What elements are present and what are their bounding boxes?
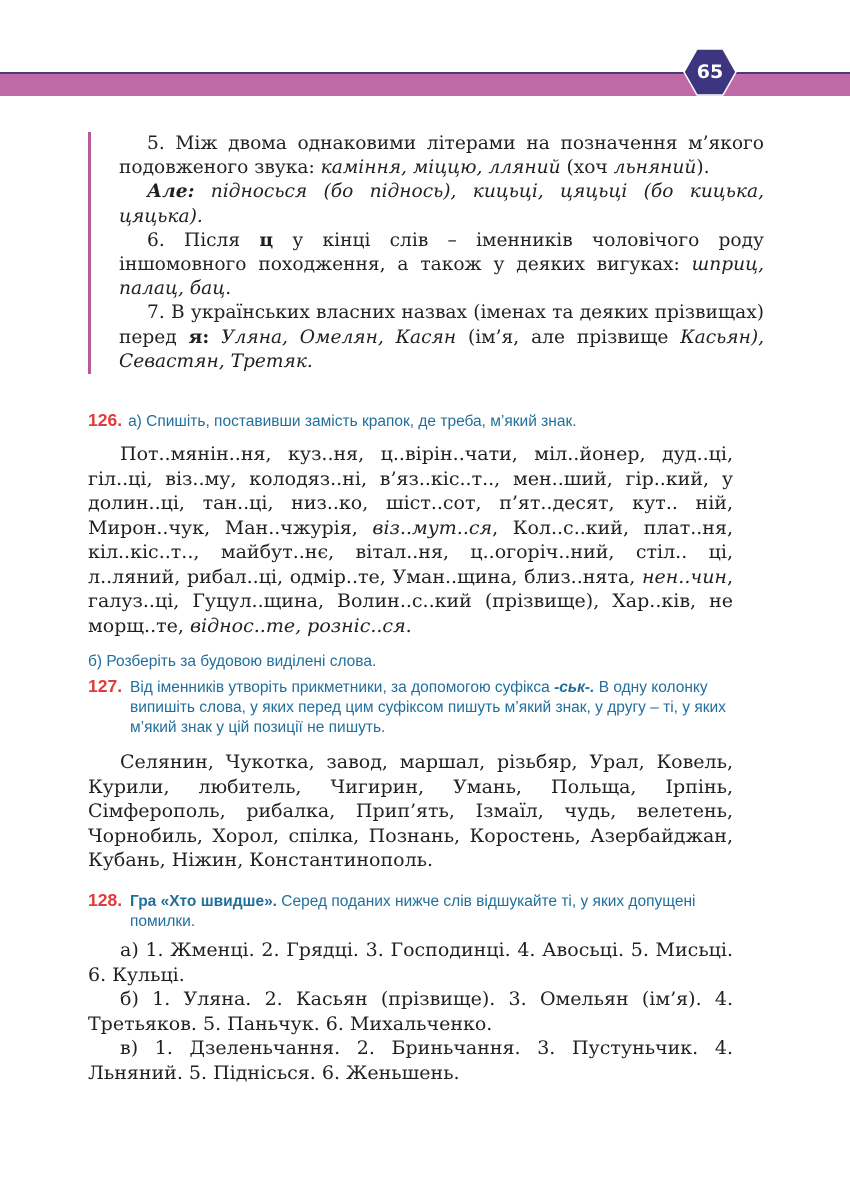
exercise-127-task: 127. Від іменників утворіть прикметники, за допомогою суфікса -ськ-. В одну колонку випишіть слова, у яких перед цим суфіксом пишуть м’який знак, у другу – ті, у яких м’який знак у цій позиції не пишуть. xyxy=(88,676,726,736)
exercise-126-text: Пот..мянін..ня, куз..ня, ц..вірін..чати, міл..йонер, дуд..ці, гіл..ці, віз..му, колодяз..ні, в’яз..кіс..т.., мен..ший, гір..кий, у долин..ці, тан..ці, низ..ко, шіст..сот, п’ят..десят, кут.. ній, Мирон..чук, Ман..чжурія, віз..мут..ся, Кол..с..кий, плат..ня, кіл..кіс..т.., майбут..нє, вітал..ня, ц..огоріч..ний, стіл.. ці, л..ляний, рибал..ці, одмір..те, Уман..щина, близ..нята, нен..чин, галуз..ці, Гуцул..щина, Волин..с..кий (прізвище), Хар..ків, не морщ..те, віднос..те, розніс..ся. xyxy=(88,443,733,637)
rule-item-5: 5. Між двома однаковими літерами на позначення м’якого подовженого звука: каміння, міццю, лляний (хоч льняний). xyxy=(119,133,764,179)
exercise-126 xyxy=(88,410,733,672)
exercise-127-text: Селянин, Чукотка, завод, маршал, різьбяр, Урал, Ковель, Курили, любитель, Чигирин, Умань, Польща, Ірпінь, Сімферополь, рибалка, Прип’ять, Ізмаїл, чудь, велетень, Чорнобиль, Хорол, спілка, Познань, Коростень, Азербайджан, Кубань, Ніжин, Константинополь. xyxy=(88,751,733,871)
rule-item-6: 6. Після ц у кінці слів – іменників чоловічого роду іншомовного походження, а також у деяких вигуках: шприц, палац, бац. xyxy=(119,229,765,300)
exercise-128 xyxy=(88,890,733,1085)
rule-box xyxy=(88,132,764,374)
exercise-127 xyxy=(88,676,733,873)
exercise-126-task: 126. а) Спишіть, поставивши замість крапок, де треба, м’який знак. xyxy=(88,410,577,430)
exercise-128-task: 128. Гра «Хто швидше». Серед поданих нижче слів відшукайте ті, у яких допущені помилки. xyxy=(88,890,696,930)
exercise-number: 127. xyxy=(88,676,123,696)
exercise-128-item-b: б) 1. Уляна. 2. Касьян (прізвище). 3. Омельян (ім’я). 4. Третьяков. 5. Паньчук. 6. Михальченко. xyxy=(88,988,733,1035)
exercise-128-item-c: в) 1. Дзеленьчання. 2. Бриньчання. 3. Пустуньчик. 4. Льняний. 5. Піднісься. 6. Женьшень. xyxy=(88,1037,733,1084)
exercise-number: 128. xyxy=(88,890,123,910)
exercise-128-item-a: а) 1. Жменці. 2. Грядці. 3. Господинці. 4. Авосьці. 5. Мисьці. 6. Кульці. xyxy=(88,939,733,986)
exercise-number: 126. xyxy=(88,410,123,430)
rule-exception: Але: підносься (бо піднось), кицьці, цяцьці (бо кицька, цяцька). xyxy=(119,181,764,227)
exercise-128-items xyxy=(88,938,733,1085)
rule-item-7: 7. В українських власних назвах (іменах та деяких прізвищах) перед я: Уляна, Омелян, Касян (ім’я, але прізвище Касьян), Севастян, Третяк. xyxy=(119,302,764,372)
exercise-126-subtask-b: б) Розберіть за будовою виділені слова. xyxy=(88,653,377,670)
page-number: 65 xyxy=(696,61,724,83)
